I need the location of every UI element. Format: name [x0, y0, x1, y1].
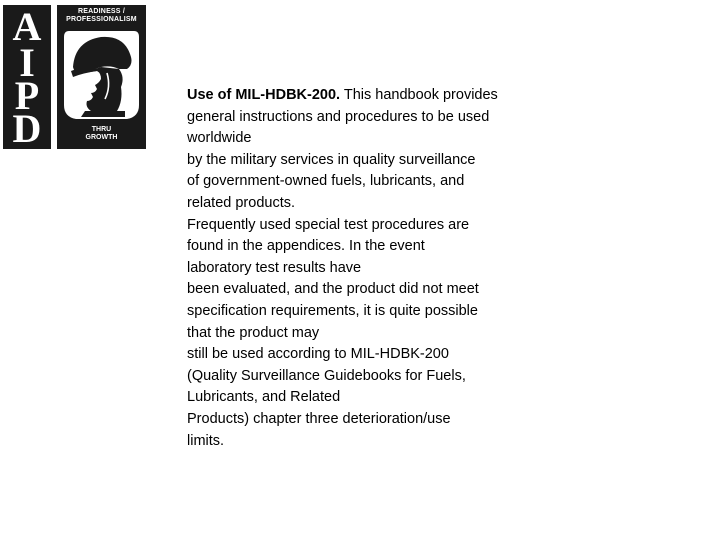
body-line: found in the appendices. In the event [187, 238, 425, 255]
aipd-logo [3, 5, 146, 149]
logo-letter-i: I [19, 40, 35, 85]
body-line-1 [187, 85, 547, 107]
body-line: limits. [187, 432, 225, 449]
body-line: by the military services in quality surveillance [187, 151, 476, 168]
logo-motto-bottom [57, 126, 146, 142]
logo-motto-readiness: READINESS / [78, 8, 125, 15]
body-line: still be used according to MIL-HDBK-200 [187, 346, 449, 363]
logo-motto-professionalism: PROFESSIONALISM [66, 16, 137, 23]
body-line: (Quality Surveillance Guidebooks for Fuels, [187, 367, 466, 384]
logo-motto-thru: THRU [91, 126, 112, 133]
body-line: laboratory test results have [187, 259, 362, 276]
body-text [187, 85, 547, 452]
body-line: specification requirements, it is quite possible [187, 302, 478, 319]
body-line: Products) chapter three deterioration/use [187, 410, 451, 427]
logo-letter-p: P [14, 73, 40, 118]
logo-letters-block [3, 5, 51, 149]
body-line: Lubricants, and Related [187, 389, 341, 406]
logo-letter-a: A [12, 4, 42, 49]
body-line: of government-owned fuels, lubricants, and [187, 173, 465, 190]
logo-emblem-panel [57, 5, 146, 149]
body-line: worldwide [187, 130, 252, 147]
body-line: that the product may [187, 324, 320, 341]
soldier-helmet-profile-icon [61, 27, 142, 121]
logo-motto-top [57, 8, 146, 24]
body-line: been evaluated, and the product did not meet [187, 281, 479, 298]
body-line: general instructions and procedures to be used [187, 108, 490, 125]
body-lead: Use of MIL-HDBK-200. [187, 87, 341, 103]
body-first-line-rest: This handbook provides [340, 87, 498, 103]
body-line: related products. [187, 194, 296, 211]
logo-letter-d: D [12, 106, 42, 151]
body-line: Frequently used special test procedures are [187, 216, 470, 233]
logo-motto-growth: GROWTH [85, 134, 118, 141]
